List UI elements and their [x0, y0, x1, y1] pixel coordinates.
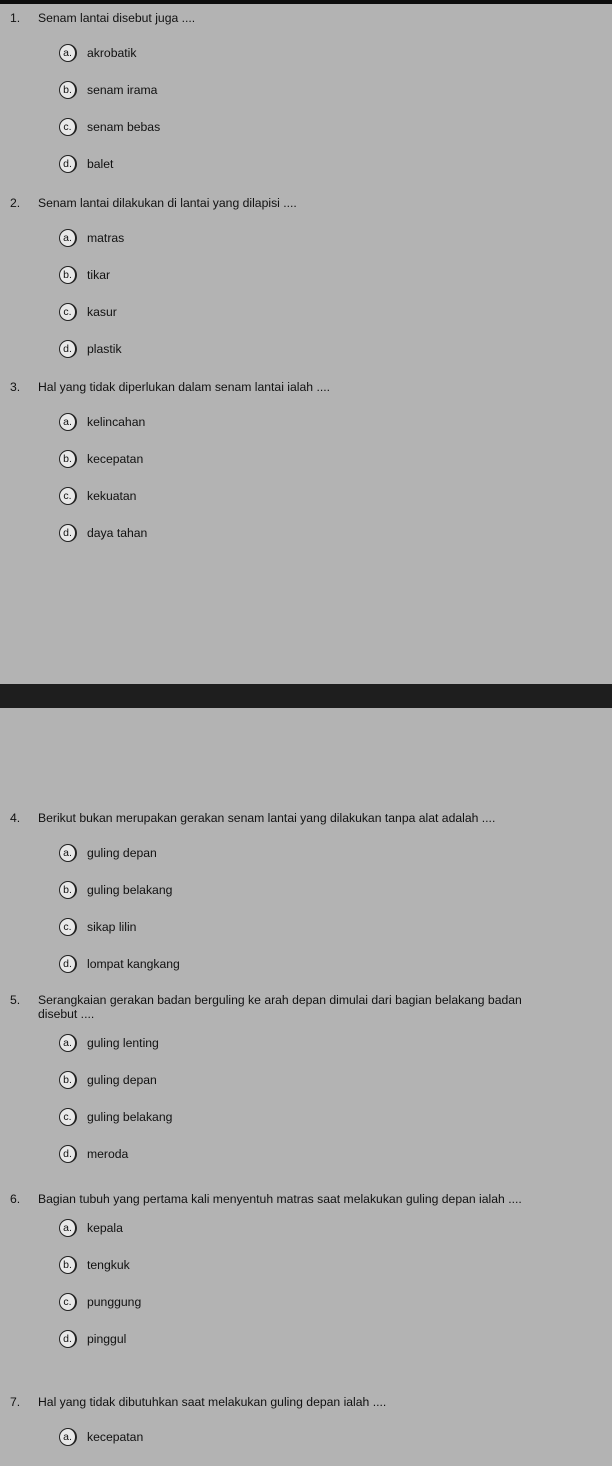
option-letter-badge: b.: [59, 881, 77, 899]
option-text: punggung: [87, 1295, 142, 1309]
option-letter-badge: d.: [59, 1145, 77, 1163]
top-edge-bar: [0, 0, 612, 4]
option-text: kepala: [87, 1221, 123, 1235]
option-letter-badge: b.: [59, 1256, 77, 1274]
question-4: [0, 812, 612, 983]
option-text: daya tahan: [87, 526, 148, 540]
question-2: [0, 197, 612, 368]
option-a[interactable]: [0, 1419, 612, 1456]
question-6: [0, 1193, 612, 1358]
question-text: Bagian tubuh yang pertama kali menyentuh matras saat melakukan guling depan ialah ....: [38, 1192, 522, 1206]
option-letter-badge: d.: [59, 1330, 77, 1348]
question-1: [0, 12, 612, 183]
option-letter-badge: d.: [59, 524, 77, 542]
option-c[interactable]: [0, 1284, 612, 1321]
option-letter-badge: d.: [59, 955, 77, 973]
question-number: 7.: [10, 1395, 21, 1409]
question-text: Serangkaian gerakan badan berguling ke arah depan dimulai dari bagian belakang badan disebut ....: [38, 993, 522, 1021]
option-c[interactable]: [0, 1098, 612, 1135]
option-text: guling belakang: [87, 883, 173, 897]
option-letter-badge: a.: [59, 44, 77, 62]
option-text: guling belakang: [87, 1109, 173, 1124]
option-letter-badge: c.: [59, 118, 77, 136]
option-c[interactable]: [0, 909, 612, 946]
section-divider-bar: [0, 684, 612, 708]
option-text: tikar: [87, 268, 111, 282]
option-text: guling depan: [87, 1072, 157, 1087]
question-text: Berikut bukan merupakan gerakan senam lantai yang dilakukan tanpa alat adalah ....: [38, 811, 496, 825]
question-text: Senam lantai dilakukan di lantai yang dilapisi ....: [38, 196, 297, 210]
option-text: kasur: [87, 305, 117, 319]
option-text: lompat kangkang: [87, 957, 180, 971]
question-block-top: [0, 12, 612, 183]
option-d[interactable]: [0, 946, 612, 983]
option-text: balet: [87, 157, 114, 171]
option-text: senam bebas: [87, 120, 161, 134]
option-a[interactable]: [0, 404, 612, 441]
option-a[interactable]: [0, 835, 612, 872]
question-text: Hal yang tidak dibutuhkan saat melakukan guling depan ialah ....: [38, 1395, 387, 1409]
question-number: 1.: [10, 11, 21, 25]
option-letter-badge: d.: [59, 155, 77, 173]
option-text: kekuatan: [87, 489, 137, 503]
option-c[interactable]: [0, 109, 612, 146]
option-a[interactable]: [0, 1210, 612, 1247]
question-3: [0, 381, 612, 552]
option-b[interactable]: [0, 257, 612, 294]
option-d[interactable]: [0, 1135, 612, 1172]
option-a[interactable]: [0, 220, 612, 257]
option-text: meroda: [87, 1146, 129, 1161]
question-text: Hal yang tidak diperlukan dalam senam lantai ialah ....: [38, 380, 330, 394]
option-b[interactable]: [0, 872, 612, 909]
question-5: [0, 994, 612, 1172]
option-text: plastik: [87, 342, 122, 356]
option-text: sikap lilin: [87, 920, 137, 934]
option-text: kelincahan: [87, 415, 146, 429]
question-number: 4.: [10, 811, 21, 825]
option-letter-badge: c.: [59, 918, 77, 936]
option-text: matras: [87, 231, 125, 245]
option-letter-badge: a.: [59, 413, 77, 431]
option-b[interactable]: [0, 1247, 612, 1284]
option-letter-badge: a.: [59, 1034, 77, 1052]
option-b[interactable]: [0, 441, 612, 478]
option-d[interactable]: [0, 146, 612, 183]
option-d[interactable]: [0, 1321, 612, 1358]
question-7: [0, 1396, 612, 1456]
option-d[interactable]: [0, 515, 612, 552]
option-b[interactable]: [0, 1061, 612, 1098]
option-text: senam irama: [87, 83, 158, 97]
option-c[interactable]: [0, 294, 612, 331]
option-letter-badge: c.: [59, 303, 77, 321]
option-letter-badge: b.: [59, 450, 77, 468]
option-b[interactable]: [0, 72, 612, 109]
option-a[interactable]: [0, 1024, 612, 1061]
question-number: 2.: [10, 196, 21, 210]
option-d[interactable]: [0, 331, 612, 368]
option-letter-badge: a.: [59, 1428, 77, 1446]
question-number: 6.: [10, 1192, 21, 1206]
option-text: tengkuk: [87, 1258, 130, 1272]
option-a[interactable]: [0, 35, 612, 72]
option-text: guling depan: [87, 846, 157, 860]
option-letter-badge: a.: [59, 229, 77, 247]
option-letter-badge: b.: [59, 266, 77, 284]
option-letter-badge: d.: [59, 340, 77, 358]
option-letter-badge: b.: [59, 81, 77, 99]
option-text: kecepatan: [87, 1430, 144, 1444]
option-text: akrobatik: [87, 46, 137, 60]
option-letter-badge: c.: [59, 1108, 77, 1126]
option-letter-badge: c.: [59, 487, 77, 505]
question-text: Senam lantai disebut juga ....: [38, 11, 196, 25]
option-letter-badge: a.: [59, 1219, 77, 1237]
option-c[interactable]: [0, 478, 612, 515]
option-text: kecepatan: [87, 452, 144, 466]
option-letter-badge: c.: [59, 1293, 77, 1311]
option-letter-badge: b.: [59, 1071, 77, 1089]
option-text: guling lenting: [87, 1035, 159, 1050]
question-number: 5.: [10, 993, 21, 1007]
option-text: pinggul: [87, 1332, 127, 1346]
question-number: 3.: [10, 380, 21, 394]
option-letter-badge: a.: [59, 844, 77, 862]
